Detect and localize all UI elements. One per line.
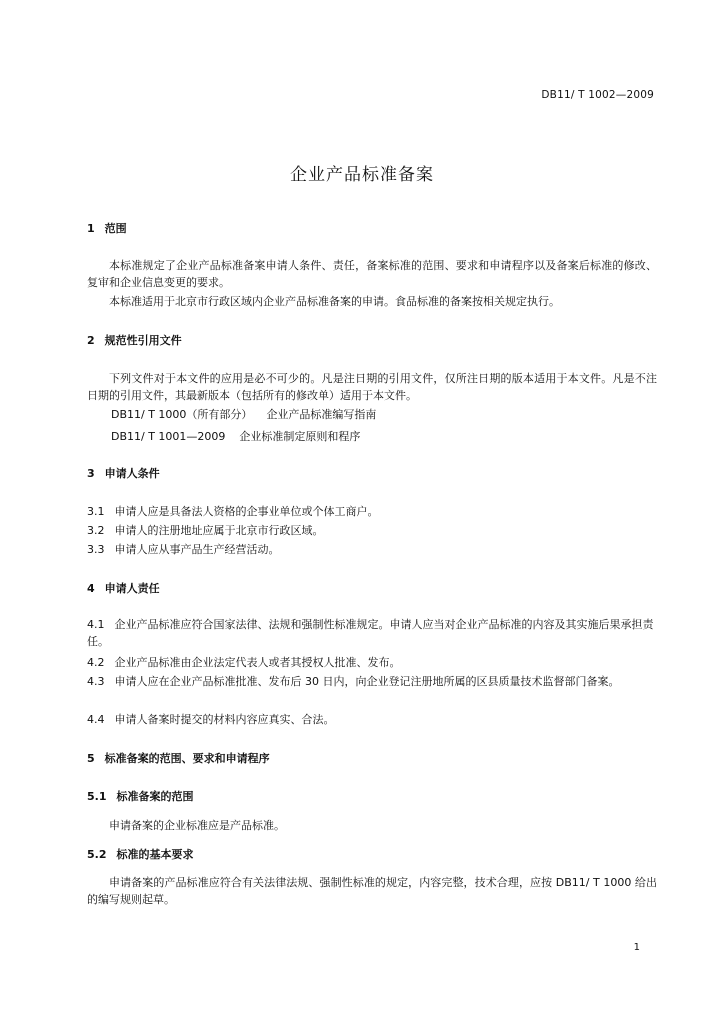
clause-number: 4.1 [87,618,105,631]
reference-code: DB11/ T 1001—2009 [111,430,226,443]
subsection-5-2-heading [87,846,657,863]
clause-text: 申请人的注册地址应属于北京市行政区域。 [114,524,324,537]
section-4-heading [87,580,657,597]
section-number: 2 [87,334,95,347]
normative-reference [111,406,681,423]
page-number: 1 [633,942,640,953]
subsection-5-1-text: 申请备案的企业标准应是产品标准。 [109,819,285,832]
clause-text: 申请人应是具备法人资格的企事业单位或个体工商户。 [114,505,379,518]
section-number: 5 [87,752,95,765]
clause-number: 3.2 [87,524,105,537]
clause-number: 4.4 [87,713,105,726]
section-title: 申请人条件 [104,467,160,480]
clause-3-3 [87,541,657,558]
section-number: 3 [87,467,95,480]
subsection-5-2-text: 申请备案的产品标准应符合有关法律法规、强制性标准的规定，内容完整，技术合理，应按 DB11/ T 1000 给出的编写规则起草。 [87,876,657,906]
clause-number: 4.2 [87,656,105,669]
subsection-title: 标准的基本要求 [116,848,194,861]
subsection-number: 5.1 [87,790,107,803]
section-2-heading [87,332,657,349]
clause-text: 企业产品标准应符合国家法律、法规和强制性标准规定。申请人应当对企业产品标准的内容及其实施后果承担责任。 [87,618,654,648]
document-title: 企业产品标准备案 [290,165,434,185]
reference-code: DB11/ T 1000（所有部分） [111,408,253,421]
section-title: 标准备案的范围、要求和申请程序 [104,752,270,765]
section-1-heading [87,220,657,237]
section-1-paragraph-2: 本标准适用于北京市行政区域内企业产品标准备案的申请。食品标准的备案按相关规定执行。 [109,295,560,308]
clause-4-1 [87,616,657,650]
subsection-5-1-heading [87,788,657,805]
clause-4-4 [87,711,657,728]
clause-3-1 [87,503,657,520]
section-2-paragraph-1: 下列文件对于本文件的应用是必不可少的。凡是注日期的引用文件，仅所注日期的版本适用于本文件。凡是不注日期的引用文件，其最新版本（包括所有的修改单）适用于本文件。 [87,372,657,402]
reference-title: 企业产品标准编写指南 [266,408,377,421]
section-title: 申请人责任 [104,582,160,595]
clause-text: 申请人备案时提交的材料内容应真实、合法。 [114,713,335,726]
clause-number: 3.3 [87,543,105,556]
normative-reference [111,428,681,445]
document-code: DB11/ T 1002—2009 [541,89,654,101]
section-title: 规范性引用文件 [104,334,182,347]
clause-number: 3.1 [87,505,105,518]
clause-text: 企业产品标准由企业法定代表人或者其授权人批准、发布。 [114,656,401,669]
clause-number: 4.3 [87,675,105,688]
section-5-heading [87,750,657,767]
clause-4-3 [87,673,657,690]
clause-text: 申请人应在企业产品标准批准、发布后 30 日内，向企业登记注册地所属的区县质量技术监督部门备案。 [114,675,620,688]
section-number: 1 [87,222,95,235]
section-3-heading [87,465,657,482]
reference-title: 企业标准制定原则和程序 [239,430,361,443]
clause-text: 申请人应从事产品生产经营活动。 [114,543,280,556]
section-number: 4 [87,582,95,595]
section-title: 范围 [104,222,127,235]
section-1-paragraph-1: 本标准规定了企业产品标准备案申请人条件、责任，备案标准的范围、要求和申请程序以及备案后标准的修改、复审和企业信息变更的要求。 [87,259,657,289]
subsection-title: 标准备案的范围 [116,790,194,803]
subsection-number: 5.2 [87,848,107,861]
clause-3-2 [87,522,657,539]
clause-4-2 [87,654,657,671]
